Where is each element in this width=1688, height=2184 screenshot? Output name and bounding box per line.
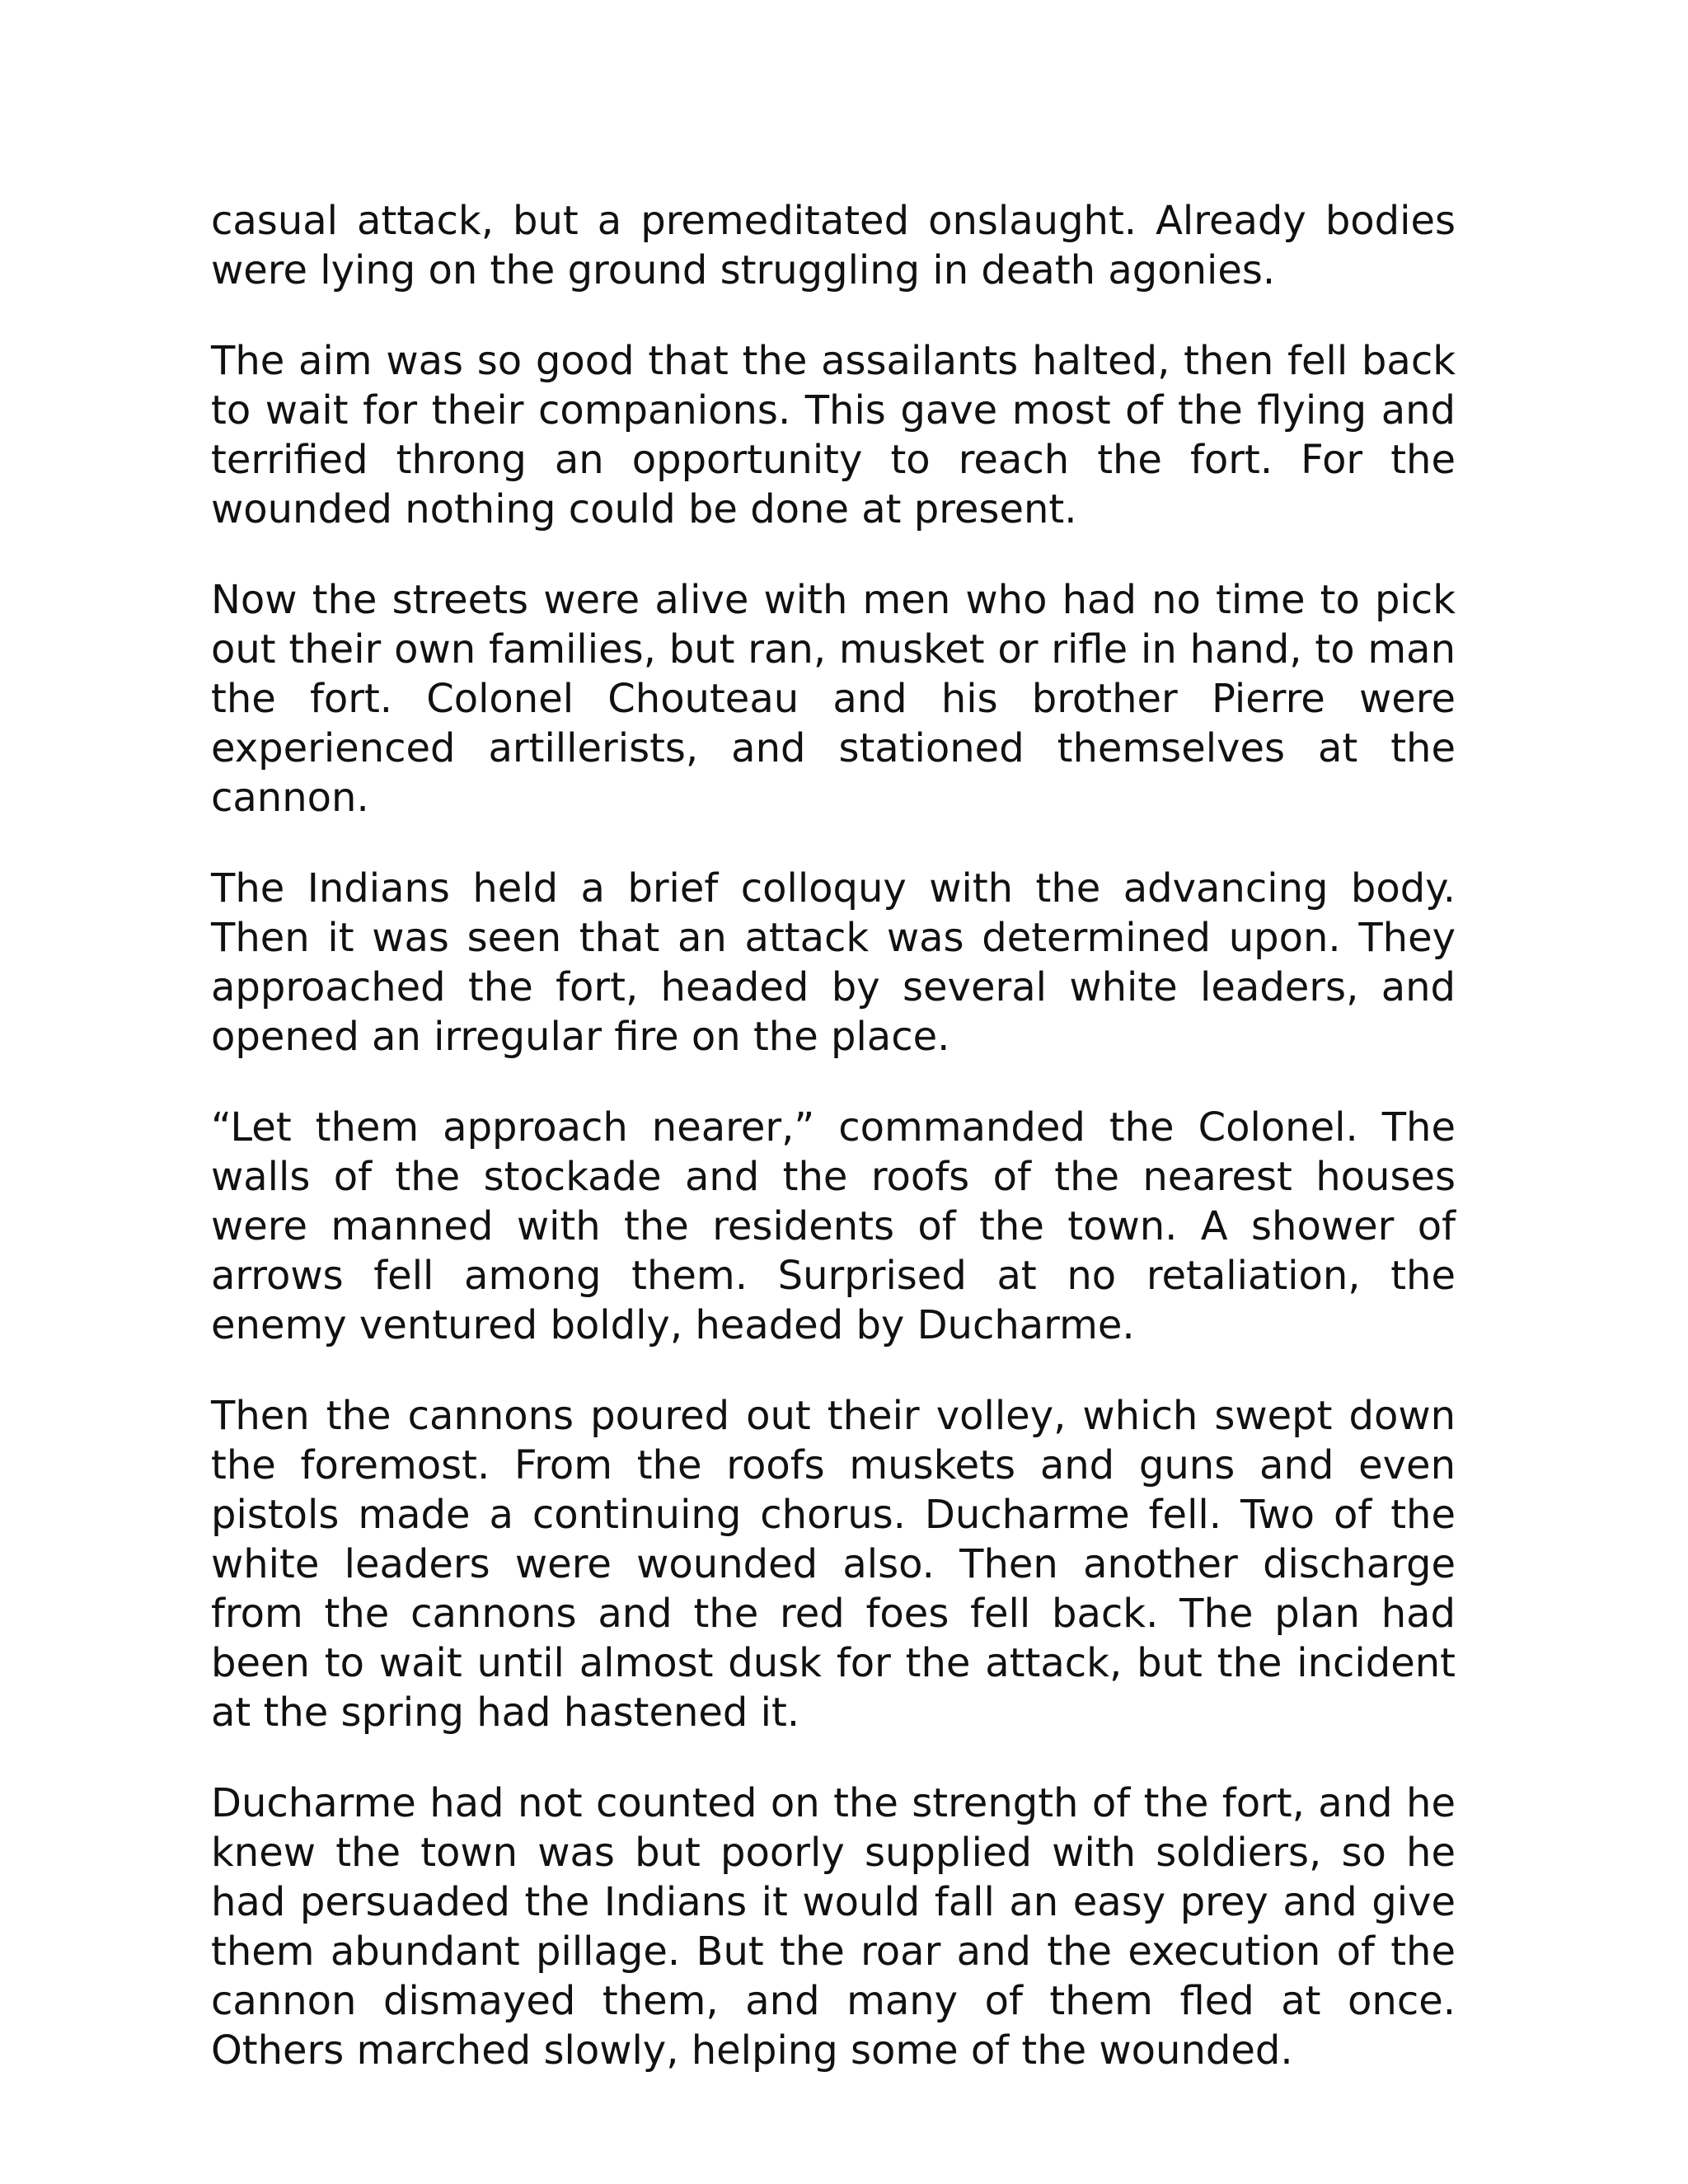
paragraph-1: casual attack, but a premeditated onslaught. Already bodies were lying on the ground struggling in death agonies. bbox=[211, 198, 1456, 293]
paragraph-5: “Let them approach nearer,” commanded the Colonel. The walls of the stockade and the roofs of the nearest houses were manned with the residents of the town. A shower of arrows fell among them. Surprised at no retaliation, the enemy ventured boldly, headed by Ducharme. bbox=[211, 1104, 1456, 1348]
paragraph-7: Ducharme had not counted on the strength of the fort, and he knew the town was but poorly supplied with soldiers, so he had persuaded the Indians it would fall an easy prey and give them abundant pillage. But the roar and the execution of the cannon dismayed them, and many of them fled at once. Others marched slowly, helping some of the wounded. bbox=[211, 1780, 1456, 2074]
paragraph-4: The Indians held a brief colloquy with the advancing body. Then it was seen that an attack was determined upon. They approached the fort, headed by several white leaders, and opened an irregular fire on the place. bbox=[211, 865, 1456, 1060]
paragraph-3: Now the streets were alive with men who had no time to pick out their own families, but ran, musket or rifle in hand, to man the fort. Colonel Chouteau and his brother Pierre were experienced artillerists, and stationed themselves at the cannon. bbox=[211, 577, 1456, 821]
paragraph-2: The aim was so good that the assailants halted, then fell back to wait for their companions. This gave most of the flying and terrified throng an opportunity to reach the fort. For the wounded nothing could be done at present. bbox=[211, 338, 1456, 532]
paragraph-6: Then the cannons poured out their volley, which swept down the foremost. From the roofs muskets and guns and even pistols made a continuing chorus. Ducharme fell. Two of the white leaders were wounded also. Then another discharge from the cannons and the red foes fell back. The plan had been to wait until almost dusk for the attack, but the incident at the spring had hastened it. bbox=[211, 1393, 1456, 1736]
document-page bbox=[211, 196, 1456, 2075]
